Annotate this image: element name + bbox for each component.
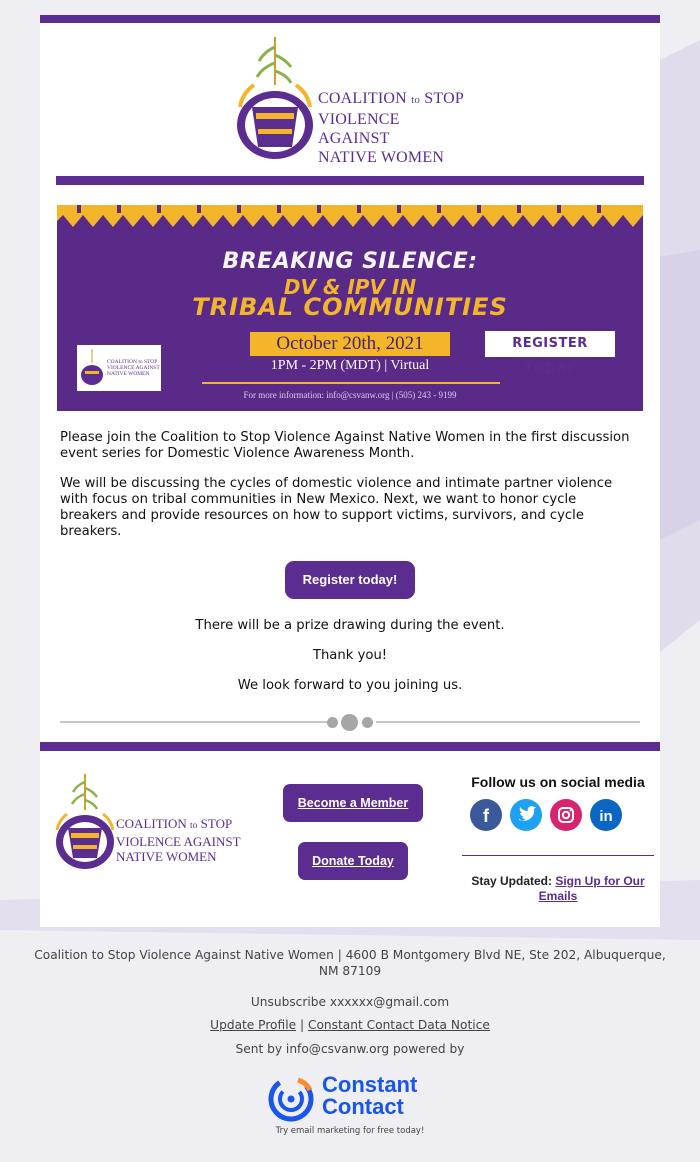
footer-logo-text: COALITION to STOP VIOLENCE AGAINST NATIVE WOMEN (116, 816, 241, 864)
email-card (40, 15, 660, 927)
banner-time: 1PM - 2PM (MDT) | Virtual (270, 358, 430, 373)
update-profile-link[interactable]: Update Profile (210, 1018, 297, 1032)
separator-dot (341, 714, 358, 731)
top-purple-bar (40, 15, 660, 23)
sign-up-emails-link[interactable]: Sign Up for Our Emails (538, 874, 645, 903)
separator-dot (362, 717, 373, 728)
footer-top-bar (40, 742, 660, 751)
event-banner-image[interactable] (57, 205, 643, 411)
header-logo[interactable] (230, 37, 470, 166)
banner-logo: COALITION to STOP VIOLENCE AGAINST NATIVE WOMEN (77, 345, 161, 391)
donate-today-button[interactable]: Donate Today (298, 842, 408, 880)
address-text: Coalition to Stop Violence Against Native Women | 4600 B Montgomery Blvd NE, Ste 202, Albuquerque, NM 87109 (34, 948, 666, 978)
banner-pattern-icon (57, 205, 643, 245)
footer-links: Update Profile | Constant Contact Data Notice (210, 1018, 490, 1032)
look-forward-text: We look forward to you joining us. (237, 678, 463, 693)
header-divider-bar (56, 176, 644, 185)
unsubscribe-text[interactable]: Unsubscribe xxxxxx@gmail.com (250, 995, 450, 1009)
footer-logo[interactable] (52, 772, 242, 872)
cc-tagline[interactable]: Try email marketing for free today! (275, 1126, 425, 1136)
sent-by-text: Sent by info@csvanw.org powered by (235, 1042, 465, 1056)
thanks-text: Thank you! (312, 648, 388, 663)
prize-text: There will be a prize drawing during the event. (195, 618, 505, 633)
constant-contact-wordmark: Constant Contact (322, 1072, 418, 1119)
facebook-icon[interactable] (470, 799, 502, 831)
svg-text:f: f (483, 806, 489, 826)
banner-divider (202, 382, 500, 384)
become-member-button[interactable]: Become a Member (283, 784, 423, 822)
intro-paragraph: Please join the Coalition to Stop Violence Against Native Women in the first discussion event series for Domestic Violence Awareness Month. (60, 430, 630, 461)
banner-date: October 20th, 2021 (250, 332, 450, 356)
footer-pottery-logo-icon (52, 772, 118, 872)
banner-subtitle-2: TRIBAL COMMUNITIES (192, 293, 508, 321)
pottery-logo-icon (230, 37, 320, 163)
details-paragraph: We will be discussing the cycles of domestic violence and intimate partner violence with focus on tribal communities in New Mexico. Next, we want to honor cycle breakers and provide resources on how to support victims, survivors, and cycle breakers. (60, 476, 613, 539)
follow-divider (462, 855, 654, 856)
banner-logo-icon (77, 345, 107, 391)
data-notice-link[interactable]: Constant Contact Data Notice (307, 1018, 490, 1032)
separator-left (60, 721, 328, 723)
banner-register-badge: REGISTER TODAY (485, 331, 615, 357)
banner-info: For more information: info@csvanw.org | (505) 243 - 9199 (243, 390, 457, 400)
separator-dot (327, 717, 338, 728)
banner-subtitle: DV & IPV IN (283, 275, 417, 299)
constant-contact-logo[interactable] (268, 1074, 438, 1124)
constant-contact-icon (268, 1074, 318, 1124)
instagram-icon[interactable] (550, 799, 582, 831)
register-today-button[interactable]: Register today! (285, 561, 415, 599)
separator-right (376, 721, 640, 723)
header-logo-text: COALITION to STOP VIOLENCE AGAINST NATIVE WOMEN (318, 90, 464, 166)
banner-title: BREAKING SILENCE: (222, 249, 478, 274)
linkedin-icon[interactable] (590, 799, 622, 831)
stay-updated: Stay Updated: Sign Up for Our Emails (471, 874, 645, 903)
svg-text:in: in (599, 808, 613, 825)
twitter-icon[interactable] (510, 799, 542, 831)
follow-heading: Follow us on social media (471, 774, 645, 790)
